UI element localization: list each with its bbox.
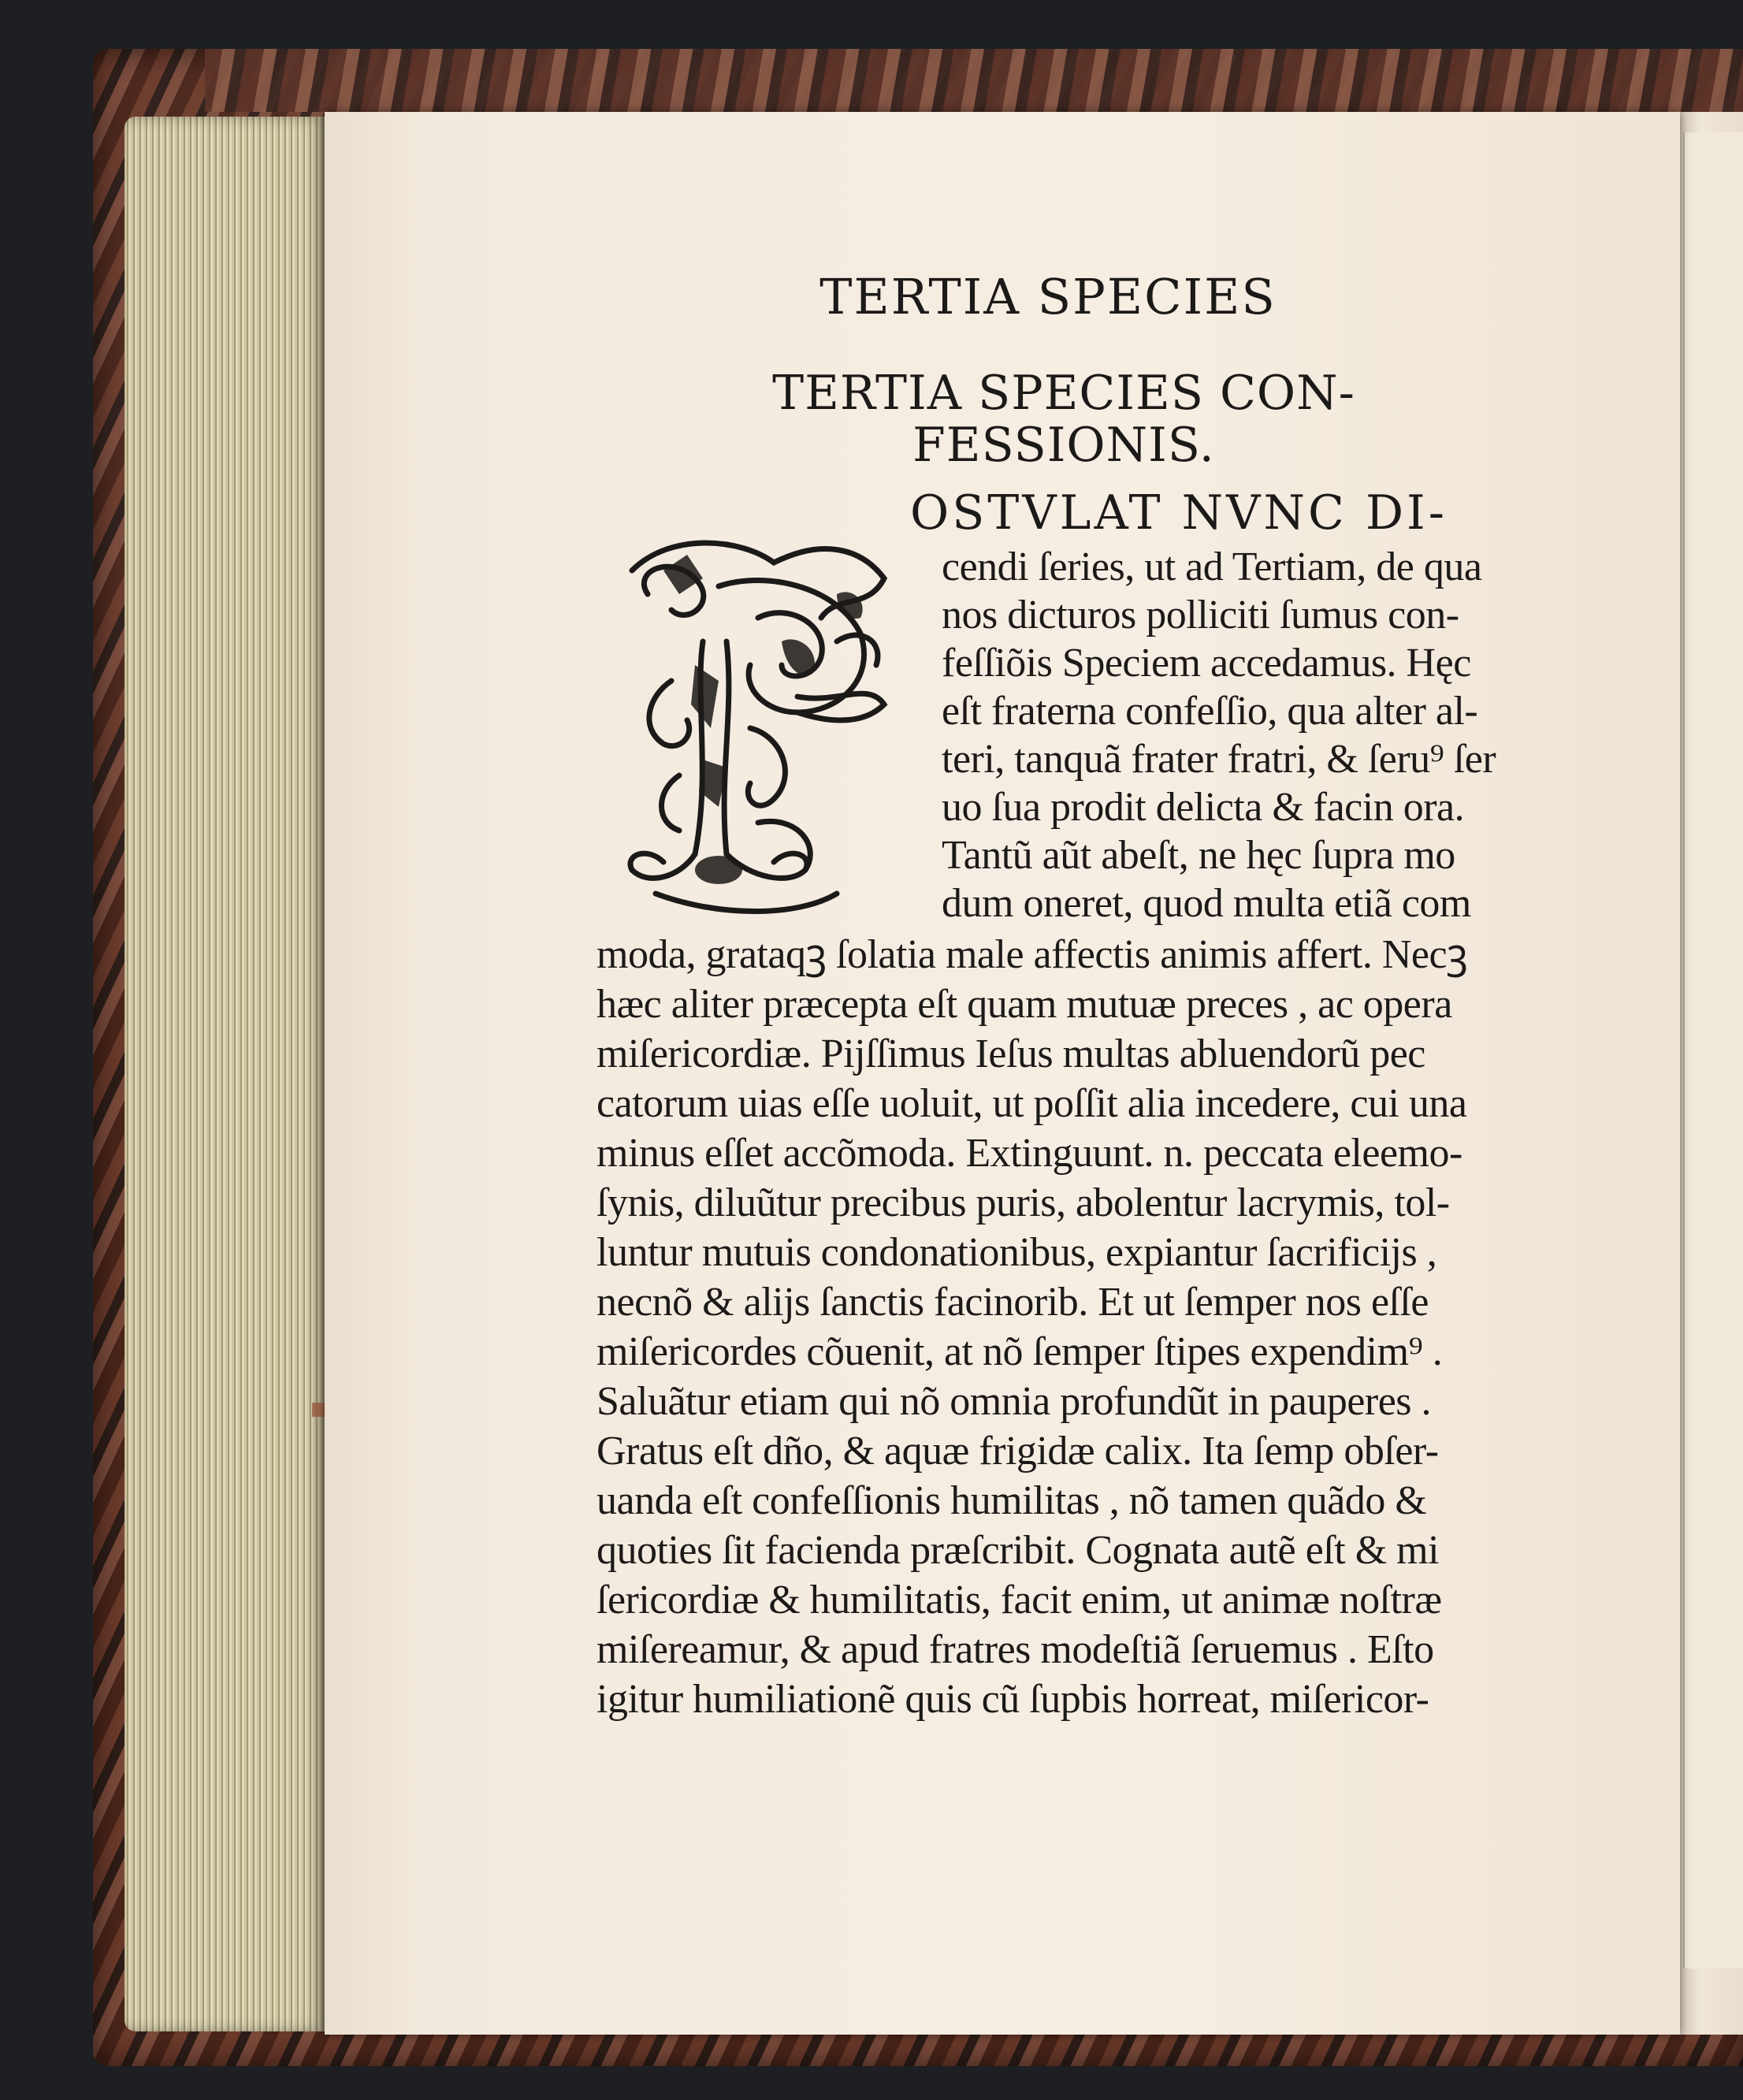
text-line: teri, tanquã frater fratri, & ſeru⁹ ſer [942,737,1496,782]
text-line: minus eſſet accõmoda. Extinguunt. n. peccata eleemo- [596,1131,1462,1176]
text-line: uanda eſt confeſſionis humilitas , nõ tamen quãdo & [596,1478,1427,1523]
text-line: miſericordes cõuenit, at nõ ſemper ſtipes expendim⁹ . [596,1329,1443,1374]
text-line: eſt fraterna confeſſio, qua alter al- [942,689,1478,734]
text-line: Gratus eſt dño, & aquæ frigidæ calix. Ita ſemp obſer- [596,1429,1439,1474]
text-line: uo ſua prodit delicta & facin ora. [942,785,1465,830]
text-line: quoties ſit facienda præſcribit. Cognata autẽ eſt & mi [596,1528,1440,1573]
text-line: necnõ & alijs ſanctis facinorib. Et ut ſemper nos eſſe [596,1280,1429,1325]
running-head: TERTIA SPECIES [819,268,1277,325]
page-edges [124,117,326,2031]
chapter-heading [725,367,1403,471]
text-line: miſereamur, & apud fratres modeſtiã ſeruemus . Eſto [596,1627,1434,1672]
text-line: ſericordiæ & humilitatis, facit enim, ut animæ noſtræ [596,1578,1442,1622]
opening-line: OSTVLAT NVNC DI- [910,485,1448,541]
decorated-initial-p [600,523,931,933]
marbled-endpaper [205,49,1743,112]
text-line: hæc aliter præcepta eſt quam mutuæ preces , ac opera [596,982,1452,1027]
text-line: moda, grataqꝫ ſolatia male affectis animis affert. Necꝫ [596,932,1468,977]
text-line: luntur mutuis condonationibus, expiantur ſacrificijs , [596,1230,1437,1275]
text-line: dum oneret, quod multa etiã com [942,881,1471,926]
text-line: Tantũ aũt abeſt, ne hęc ſupra mo [942,833,1455,878]
heading-line: FESSIONIS. [912,418,1215,473]
text-line: cendi ſeries, ut ad Tertiam, de qua [942,545,1482,589]
text-line: miſericordiæ. Pijſſimus Ieſus multas abluendorũ pec [596,1031,1425,1076]
text-line: nos dicturos polliciti ſumus con- [942,593,1459,637]
text-line: igitur humiliationẽ quis cũ ſupbis horreat, miſericor- [596,1677,1429,1722]
heading-line: TERTIA SPECIES CON- [772,366,1355,421]
text-line: ſynis, diluũtur precibus puris, abolentur lacrymis, tol- [596,1180,1450,1225]
text-line: catorum uias eſſe uoluit, ut poſſit alia incedere, cui una [596,1081,1467,1126]
facing-page-edge [1683,132,1743,1968]
text-line: feſſiõis Speciem accedamus. Hęc [942,641,1471,686]
text-line: Saluãtur etiam qui nõ omnia profundũt in pauperes . [596,1379,1432,1424]
